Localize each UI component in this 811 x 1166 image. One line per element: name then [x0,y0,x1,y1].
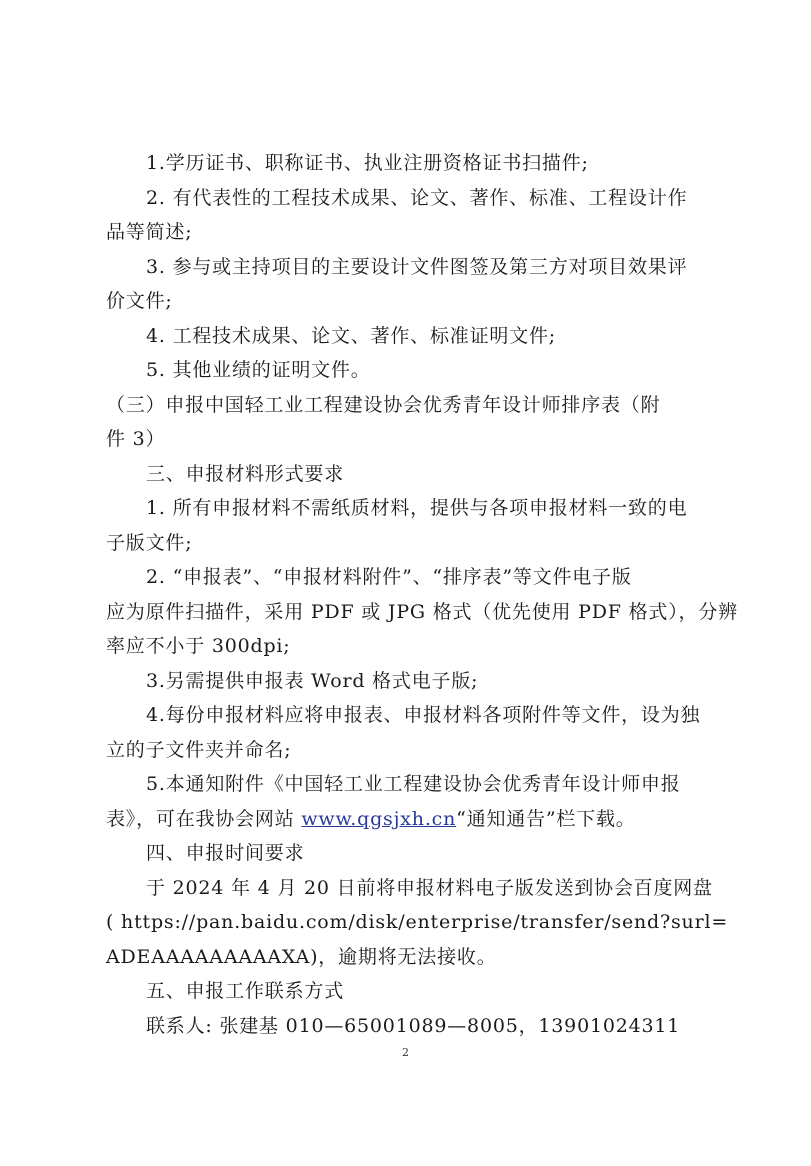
format-item-5-line-1: 5.本通知附件《中国轻工业工程建设协会优秀青年设计师申报 [146,773,681,795]
page-number: 2 [402,1046,409,1059]
format-item-5-text-after-link: “通知通告”栏下载。 [456,807,636,830]
item-4-line-1: 4. 工程技术成果、论文、著作、标准证明文件; [146,324,556,347]
format-item-4-line-1: 4.每份申报材料应将申报表、申报材料各项附件等文件，设为独 [146,704,701,726]
format-item-2-line-2: 应为原件扫描件，采用 PDF 或 JPG 格式（优先使用 PDF 格式），分辨 [106,600,738,623]
format-item-2-line-1: 2. “申报表”、“申报材料附件”、“排序表”等文件电子版 [146,566,632,588]
document-body [106,146,738,1043]
item-2-line-2: 品等简述; [106,221,193,243]
deadline-line-2-url: ( https://pan.baidu.com/disk/enterprise/transfer/send?surl= [106,911,729,933]
format-item-4-line-2: 立的子文件夹并命名; [106,738,292,761]
item-3-line-1: 3. 参与或主持项目的主要设计文件图签及第三方对项目效果评 [146,255,688,278]
format-item-1-line-1: 1. 所有申报材料不需纸质材料，提供与各项申报材料一致的电 [146,497,688,519]
section-heading-contact: 五、申报工作联系方式 [146,980,345,1002]
item-3-line-2: 价文件; [106,290,173,312]
format-item-2-line-3: 率应不小于 300dpi; [106,635,291,657]
format-item-5-text-before-link: 表》，可在我协会网站 [106,807,302,830]
format-item-1-line-2: 子版文件; [106,531,193,554]
format-item-3-line-1: 3.另需提供申报表 Word 格式电子版; [146,669,479,692]
section-heading-format-requirements: 三、申报材料形式要求 [146,462,345,485]
item-5-line-1: 5. 其他业绩的证明文件。 [146,359,371,381]
website-link[interactable]: www.qgsjxh.cn [301,807,457,830]
section-3-sub-heading-line-2: 件 3） [106,428,166,450]
item-1-line-1: 1.学历证书、职称证书、执业注册资格证书扫描件; [146,152,589,174]
section-heading-time-requirements: 四、申报时间要求 [146,842,305,864]
format-item-5-line-2 [106,802,722,837]
section-3-sub-heading-line-1: （三）申报中国轻工业工程建设协会优秀青年设计师排序表（附 [106,393,661,416]
contact-person-line: 联系人: 张建基 010—65001089—8005，13901024311 [146,1014,681,1037]
deadline-line-3: ADEAAAAAAAAAXA)，逾期将无法接收。 [106,945,497,968]
item-2-line-1: 2. 有代表性的工程技术成果、论文、著作、标准、工程设计作 [146,186,688,209]
deadline-line-1: 于 2024 年 4 月 20 日前将申报材料电子版发送到协会百度网盘 [146,876,713,899]
